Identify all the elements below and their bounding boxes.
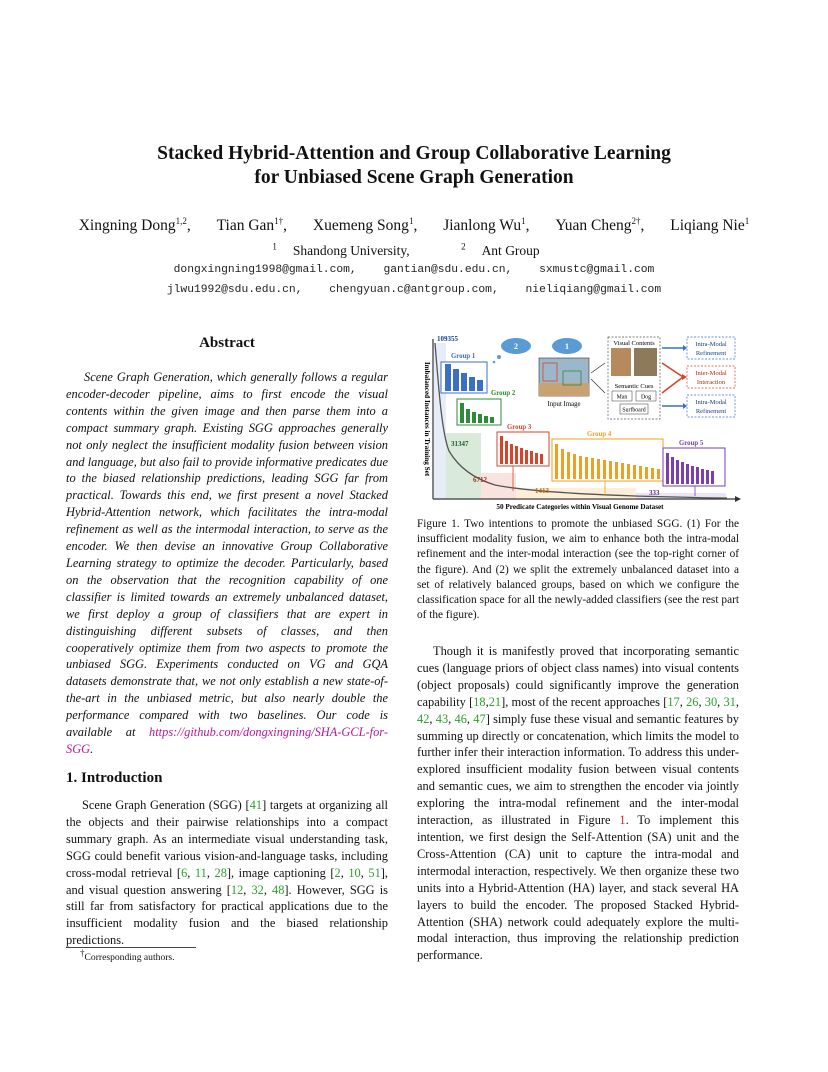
arrow [591,379,605,393]
box-label: Refinement [695,350,727,357]
author: Liqiang Nie$^1$ [670,215,750,234]
citation[interactable]: 51 [368,865,381,880]
bar [540,454,543,464]
bar [597,459,600,479]
bar [579,456,582,479]
bar [478,414,482,423]
panel-arrows [662,345,687,409]
bar [711,471,714,484]
citation[interactable]: 10 [348,865,361,880]
bar [555,444,558,479]
bar [666,453,669,484]
count-label: 109355 [437,335,458,343]
bubble-number: 1 [565,342,569,351]
bar [585,457,588,479]
token-label: Dog [641,394,651,401]
citation[interactable]: 30 [704,694,718,709]
citation[interactable]: 46 [454,711,467,726]
author: Tian Gan$^{1\dagger}$, [216,215,288,234]
bar [657,469,660,479]
bar [696,467,699,484]
semantic-cues-label: Semantic Cues [614,383,654,390]
bar [520,448,523,464]
bar [573,454,576,479]
bubble-dot [497,355,501,359]
bar [701,469,704,484]
author: Jianlong Wu$^1$, [443,215,530,234]
bar [621,463,624,479]
email[interactable]: jlwu1992@sdu.edu.cn, [166,284,303,296]
group2-label: Group 2 [491,390,516,397]
bar [627,464,630,479]
author: Yuan Cheng$^{2\dagger}$, [555,215,645,234]
citation[interactable]: 2 [334,865,341,880]
citation[interactable]: 28 [214,865,227,880]
title-line-1: Stacked Hybrid-Attention and Group Collaborative Learning [157,143,671,164]
bar [671,457,674,484]
bar [615,462,618,479]
email[interactable]: nieliqiang@gmail.com [525,284,662,296]
bar [500,436,503,464]
box-label: Interaction [696,379,726,386]
bar [681,462,684,484]
citation[interactable]: 31 [723,694,736,709]
x-axis-label: 50 Predicate Categories within Visual Genome Dataset [496,503,664,511]
figure-1 [415,333,743,513]
citation[interactable]: 11 [194,865,207,880]
bar [505,441,508,464]
author: Xuemeng Song$^1$, [312,215,418,234]
citation[interactable]: 17 [667,694,680,709]
citation[interactable]: 26 [686,694,699,709]
visual-crop [611,348,631,376]
count-label: 1413 [535,487,549,495]
token-label: Man [616,394,628,401]
bubble-dot [493,361,496,364]
title-line-2: for Unbiased Scene Graph Generation [254,167,574,188]
citation[interactable]: 12 [230,882,244,897]
figure-reference[interactable]: 1 [619,813,626,828]
input-image-label: Input Image [547,401,581,408]
author: Xingning Dong$^{1,2}$, [78,215,191,234]
x-axis-arrow [735,496,741,502]
email-line-2 [0,284,828,296]
bar [515,446,518,464]
bar [676,460,679,484]
bar [461,373,467,391]
citation[interactable]: 47 [473,711,486,726]
visual-contents-label: Visual Contents [613,340,655,347]
email[interactable]: gantian@sdu.edu.cn, [383,264,513,276]
bar [567,452,570,479]
arrow [591,363,605,373]
citation[interactable]: 43 [435,711,449,726]
citation[interactable]: 42 [417,711,430,726]
group4-label: Group 4 [587,431,612,438]
visual-crop [634,348,657,376]
group5-label: Group 5 [679,440,704,447]
bar [645,467,648,479]
bar [603,460,606,479]
affiliation: $^2$ Ant Group [461,241,540,258]
figure-caption: Figure 1. Two intentions to promote the unbiased SGG. (1) For the insufficient modality fusion, we aim to enhance both the intra-modal refinement and the inter-modal interaction (see the top-right corner of the figure). And (2) we split the extremely unbalanced dataset into a set of relatively balanced groups, based on which we configure the classification space for all the newly-added classifiers (see the rest part of the figure). [417,518,739,622]
footnote: †Corresponding authors. [80,947,175,963]
paper-title [0,142,828,190]
box-label: Intra-Modal [695,399,727,406]
affiliation: $^1$ Shandong University, [272,241,410,258]
email[interactable]: chengyuan.c@antgroup.com, [329,284,499,296]
bar [530,451,533,464]
box-label: Intra-Modal [695,341,727,348]
bar [525,450,528,464]
abstract-heading: Abstract [199,335,255,351]
citation[interactable]: 6 [181,865,188,880]
right-paragraph: Though it is manifestly proved that incorporating semantic cues (language priors of object class names) into visual contents (object proposals) could significantly improve the generation capability [18,21], most of the recent approaches [17, 26, 30, 31, 42, 43, 46, 47] simply fuse these visual and semantic features by summing up directly or concatenation, which limits the model to further infer their interaction information. To address this under-explored insufficient modality fusion between visual contents and semantic cues, we aim to strengthen the encoder via jointly exploring the intra-modal refinement and the inter-modal interaction, as illustrated in Figure 1. To implement this intention, we first design the Self-Attention (SA) unit and the Cross-Attention (CA) unit to capture the intra-modal and intermodal interaction, respectively. We then organize these two units into a Hybrid-Attention (HA) layer, and stack several HA layers to build the encoder. The proposed Stacked Hybrid-Attention (SHA) network could adequately explore the multi-modal interaction, thus improving the relationship prediction performance. [417,644,739,963]
bar [510,444,513,464]
bar [460,403,464,423]
y-axis-label: Imbalanced Instances in Training Set [423,361,431,477]
footnote-rule [66,947,196,948]
author-list [0,217,828,235]
citation[interactable]: 32 [251,882,264,897]
bar [453,369,459,391]
bar [686,464,689,484]
affiliations [0,243,828,259]
citation[interactable]: 18 [473,694,486,709]
bubble-number: 2 [514,342,518,351]
bar [477,380,483,391]
token-label: Surfboard [622,407,646,414]
bar [469,377,475,391]
bar [445,364,451,391]
group3-label: Group 3 [507,424,532,431]
abstract-text: Scene Graph Generation, which generally follows a regular encoder-decoder pipeline, aims to first encode the visual contents within the given image and then parse them into a compact summary graph. Existing SGG approaches generally not only neglect the insufficient modality fusion between vision and language, but also fail to provide informative predicates due to the biased relationship predictions, leading SGG far from practical. Towards this end, we first present a novel Stacked Hybrid-Attention network, which facilitates the intra-modal refinement as well as the intermodal interaction, to serve as the encoder. We then devise an innovative Group Collaborative Learning strategy to optimize the decoder. Particularly, based on the observation that the recognition capability of one classifier is limited towards an extremely unbalanced dataset, we first deploy a group of classifiers that are expert in distinguishing different subsets of classes, and then cooperatively optimize them from two aspects to promote the unbiased SGG. Experiments conducted on VG and GQA datasets demonstrate that, we not only establish a new state-of-the-art in the unbiased metric, but also nearly double the performance compared with two baselines. Our code is available at https://github.com/dongxingning/SHA-GCL-for-SGG. [66,370,388,756]
count-label: 31347 [451,440,469,448]
citation[interactable]: 41 [249,798,263,812]
bar [484,416,488,423]
code-link[interactable]: https://github.com/dongxingning/SHA-GCL-for-SGG [66,725,388,756]
bar [561,449,564,479]
count-label: 6712 [473,476,487,484]
bar [633,465,636,479]
box-label: Refinement [695,408,727,415]
intro-paragraph: Scene Graph Generation (SGG) [41] targets at organizing all the objects and their pairwise relationships into a compact summary graph. As an intermediate visual understanding task, SGG could benefit various vision-and-language tasks, including cross-modal retrieval [6, 11, 28], image captioning [2, 10, 51], and visual question answering [12, 32, 48]. However, SGG is still far from satisfactory for practical applications due to the insufficient modality fusion and the biased relationship predictions. [66,798,389,948]
bar [535,453,538,464]
bar [472,412,476,423]
section-heading-introduction: 1. Introduction [66,770,163,786]
bar [490,417,494,423]
bar [639,466,642,479]
email[interactable]: dongxingning1998@gmail.com, [173,264,357,276]
bar [706,470,709,484]
bar [466,409,470,423]
email[interactable]: sxmustc@gmail.com [539,264,655,276]
bar [591,458,594,479]
box-label: Inter-Modal [695,370,727,377]
bar [609,461,612,479]
citation[interactable]: 21 [488,694,502,709]
citation[interactable]: 48 [272,882,285,897]
email-line-1 [0,264,828,276]
count-label: 333 [649,489,660,497]
bar [651,468,654,479]
group1-label: Group 1 [451,353,476,360]
bar [691,466,694,484]
